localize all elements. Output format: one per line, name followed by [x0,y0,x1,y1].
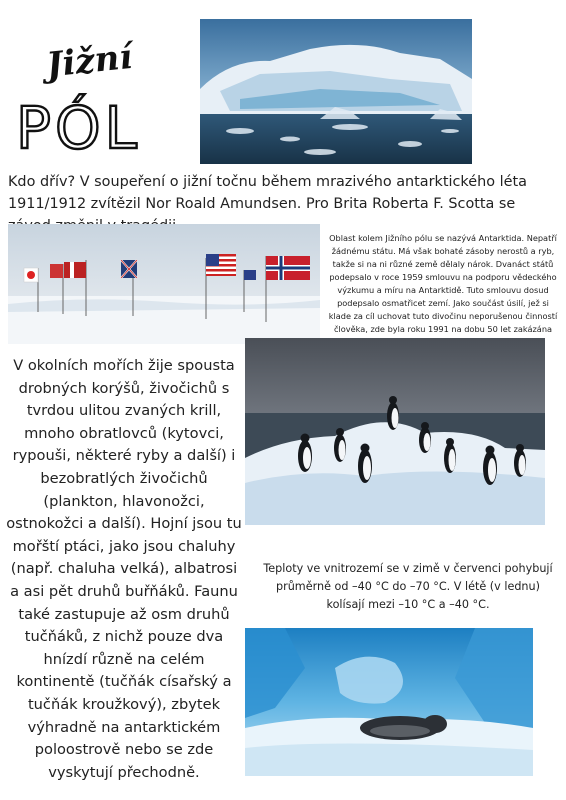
iceberg-photo [200,19,472,164]
antarctica-treaty-paragraph: Oblast kolem Jižního pólu se nazývá Antarktida. Nepatří žádnému státu. Má však bohaté zásoby nerostů a ryb, takže si na ni různé země dělaly nárok. Dvanáct států podepsalo v roce 1959 smlouvu na podporu vědeckého výzkumu a míru na Antarktidě. Tuto smlouvu dosud podepsalo osmatřicet zemí. Jako součást úsilí, jež si klade za cíl uchovat tuto divočinu neporušenou činností člověka, zde byla roku 1991 na dobu 50 let zakázána [328,233,558,334]
page-title-script [42,28,152,88]
page-title-line1: Jižní [44,36,135,86]
temperature-paragraph: Teploty ve vnitrozemí se v zimě v červenci pohybují průměrně od –40 °C do –70 °C. V létě (v lednu) kolísají mezi –10 °C a –40 °C. [263,562,553,612]
flags-photo [8,224,320,344]
seal-on-ice-photo [245,628,533,776]
penguins-photo [245,338,545,525]
page-title-line2: PÓL [16,94,141,158]
intro-paragraph: Kdo dřív? V soupeření o jižní točnu během mrazivého antarktického léta 1911/1912 zvítězil Nor Roald Amundsen. Pro Brita Roberta F. Scotta se [8,174,527,212]
page-title-main [14,86,174,158]
fauna-paragraph: V okolních mořích žije spousta drobných korýšů, živočichů s tvrdou ulitou zvaných krill, mnoho obratlovců (kytovci, rypouši, některé ryby a další) i bezobratlých živočichů (plankton, hlavonožci, ostnokožci a další). Hojní jsou tu mořští ptáci, jako jsou chaluhy (např. chaluha velká), albatrosi a asi pět druhů buřňáků. Faunu také zastupuje až osm druhů tučňáků, z nichž pouze dva hnízdí různě na celém kontinentě (tučňák císařský a tučňák kroužkový), zbytek výhradně na antarktickém poloostrově nebo se zde vyskytují přechodně. [6,357,242,781]
